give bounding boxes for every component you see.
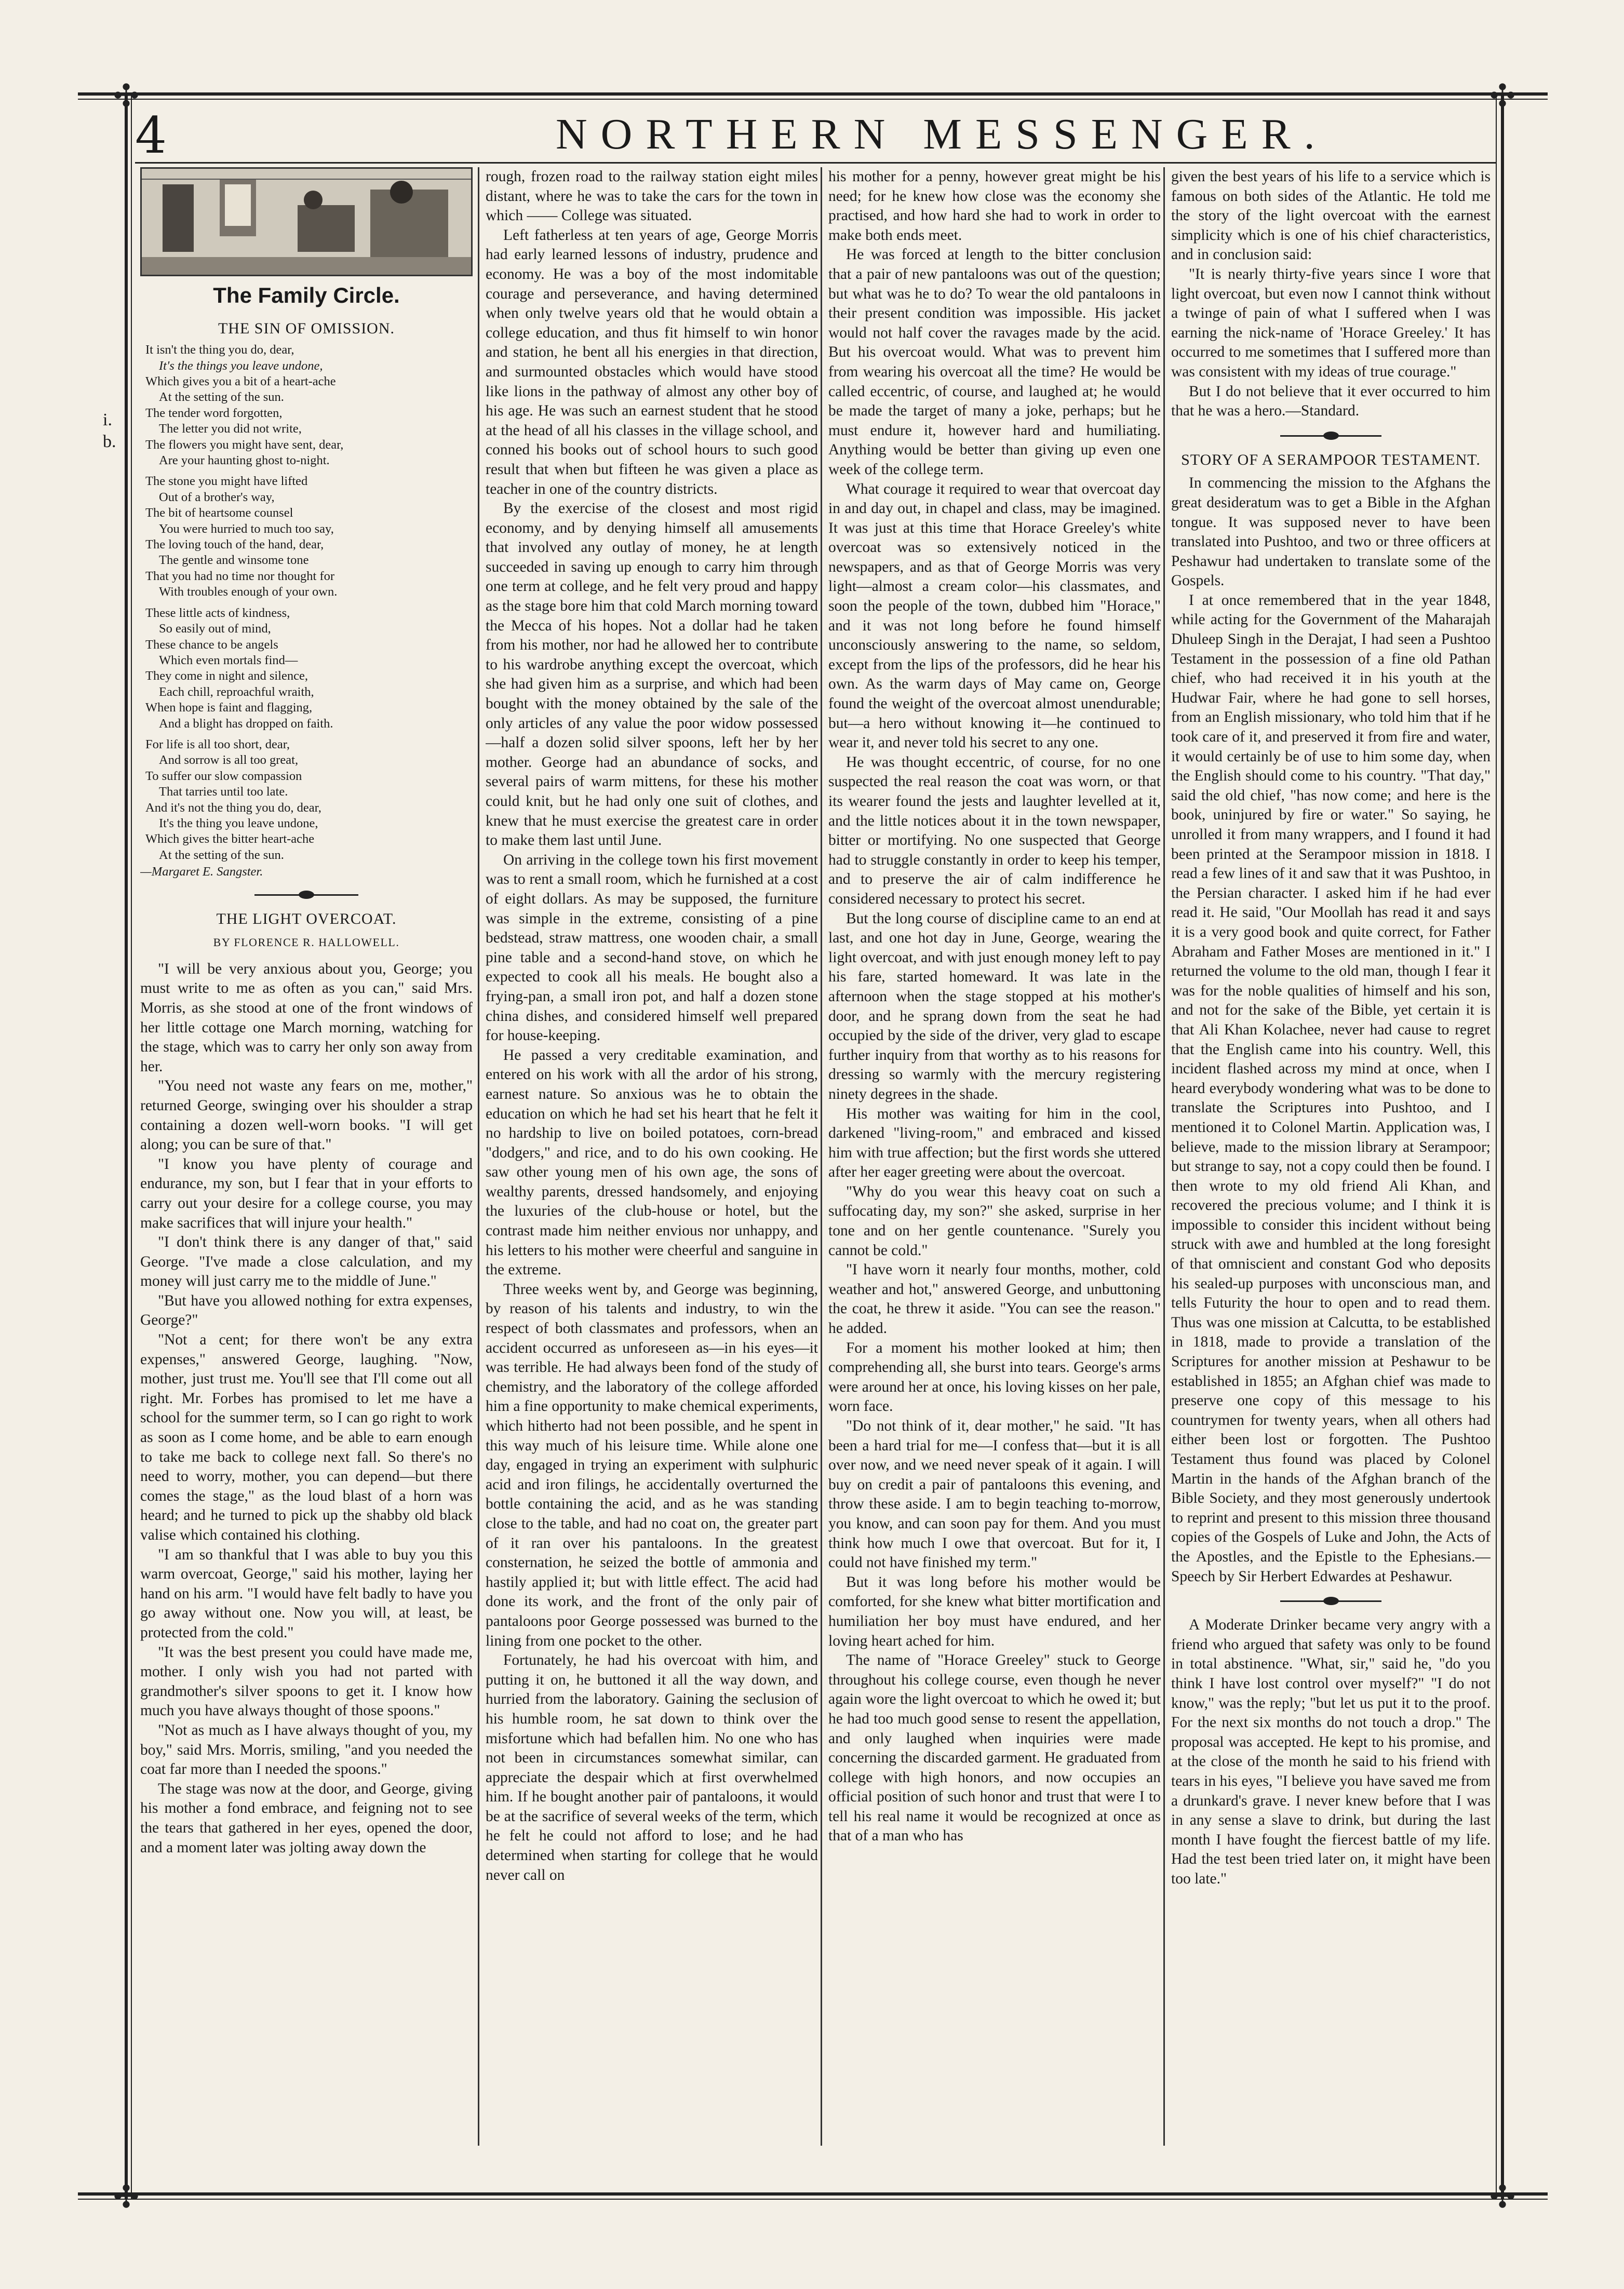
- column-4: [1171, 167, 1491, 2187]
- poem-line: And sorrow is all too great,: [159, 753, 299, 768]
- poem-line: At the setting of the sun.: [159, 847, 284, 862]
- poem-line: You were hurried to much too say,: [159, 521, 334, 536]
- left-border-rule: [125, 92, 128, 2200]
- top-border-rule: [78, 92, 1548, 96]
- poem-line: To suffer our slow compassion: [145, 769, 302, 783]
- paragraph: For a moment his mother looked at him; then comprehending all, she burst into tears. George's arms were around her at once, his loving kisses on her pale, worn face.: [828, 1339, 1161, 1415]
- poem-line: These chance to be angels: [145, 637, 278, 652]
- paragraph: He was forced at length to the bitter conclusion that a pair of new pantaloons was out of the question; but what was he to do? To wear the old pantaloons in their present condition was impossible. His jacket would not half cover the ravages made by the acid. But his overcoat would. What was to prevent him from wearing his overcoat all the time? He would be called eccentric, of course, and laughed at; he would be made the target of many a joke, perhaps; but he must endure it, however hard and humiliating. Anything would be better than giving up even one week of the college term.: [828, 246, 1161, 478]
- poem-line: Which even mortals find—: [159, 653, 298, 667]
- paragraph: "You need not waste any fears on me, mother," returned George, swinging over his shoulder a strap containing a dozen well-worn books. "I will get along; you can be sure of that.": [140, 1078, 473, 1153]
- story-title: THE LIGHT OVERCOAT.: [216, 910, 397, 927]
- section-divider: [1171, 1596, 1491, 1606]
- paragraph: "I have worn it nearly four months, mother, cold weather and hot," answered George, and unbuttoning the coat, he threw it aside. "You can see the reason." he added.: [828, 1261, 1161, 1337]
- page-header: [135, 106, 1491, 165]
- left-border-rule-inner: [131, 92, 132, 2200]
- poem-stanza-2: [140, 474, 473, 600]
- poem-line: Are your haunting ghost to-night.: [159, 453, 330, 468]
- page-number: 4: [135, 106, 167, 165]
- paragraph: The stage was now at the door, and George, giving his mother a fond embrace, and feigning not to see the tears that gathered in her eyes, opened the door, and a moment later was jolting away down the: [140, 1780, 473, 1856]
- poem-line: They come in night and silence,: [145, 669, 308, 683]
- paragraph: "But have you allowed nothing for extra expenses, George?": [140, 1292, 473, 1329]
- paragraph: He passed a very creditable examination, and entered on his work with all the ardor of his strong, earnest nature. So anxious was he to obtain the education on which he had set his heart that he felt it no hardship to live on boiled potatoes, corn-bread "dodgers," and rice, and to do his own cooking. He saw other young men of his own age, the sons of wealthy parents, dressed handsomely, and enjoying the luxuries of the club-house or hotel, but the contrast made him neither envious nor unhappy, and his letters to his mother were cheerful and sanguine in the extreme.: [486, 1046, 818, 1278]
- right-border-rule-inner: [1496, 92, 1497, 2200]
- poem-line: Which gives the bitter heart-ache: [145, 832, 315, 846]
- column-divider-3: [1163, 167, 1165, 2146]
- section-divider: [1171, 430, 1491, 441]
- paragraph: "Not a cent; for there won't be any extra expenses," answered George, laughing. "Now, mother, just trust me. You'll see that I'll come out all right. Mr. Forbes has promised to let me have a school for the summer term, so I can go right to work as soon as I come home, and be able to earn enough to take me back to college next fall. So there's no need to worry, mother, you can depend—but there comes the stage," as the loud blast of a horn was heard; and he turned to pick up the shabby old black valise which contained his clothing.: [140, 1331, 473, 1543]
- poem-line: Out of a brother's way,: [159, 490, 275, 504]
- corner-ornament-top-left: ✣: [113, 78, 140, 114]
- paragraph: "Do not think of it, dear mother," he said. "It has been a hard trial for me—I confess that—but it is all over now, and we need never speak of it again. I will buy on credit a pair of pantaloons this evening, and throw these aside. I am to begin teaching to-morrow, you know, and can soon pay for them. And you must think how much I owe that overcoat. But for it, I could not have finished my term.": [828, 1418, 1161, 1571]
- poem-line: The bit of heartsome counsel: [145, 506, 293, 520]
- paragraph: Three weeks went by, and George was beginning, by reason of his talents and industry, to win the respect of both classmates and professors, when an accident occurred as unforeseen as—in his eyes—it was terrible. He had always been fond of the study of chemistry, and the laboratory of the college afforded him a fine opportunity to make chemical experiments, which hitherto had not been possible, and he spent in this way much of his leisure time. While alone one day, engaged in trying an experiment with sulphuric acid and iron filings, he accidentally overturned the bottle containing the acid, and as he was standing close to the table, and had no coat on, the greater part of it ran over his pantaloons. In the greatest consternation, he seized the bottle of ammonia and hastily applied it; but with little effect. The acid had done its work, and the front of the only pair of pantaloons poor George possessed was burned to the lining from one pocket to the other.: [486, 1281, 818, 1649]
- poem-stanza-4: [140, 737, 473, 863]
- poem-line: The tender word forgotten,: [145, 406, 283, 420]
- paragraph: rough, frozen road to the railway station eight miles distant, where he was to take the cars for the town in which —— College was situated.: [486, 168, 818, 224]
- story2-title: STORY OF A SERAMPOOR TESTAMENT.: [1181, 451, 1481, 468]
- paragraph: But I do not believe that it ever occurred to him that he was a hero.—Standard.: [1171, 383, 1491, 420]
- paragraph: I at once remembered that in the year 1848, while acting for the Government of the Maharajah Dhuleep Singh in the Derajat, I had seen a Pushtoo Testament in the possession of a fine old Pathan chief, who had received it in his youth at the Hudwar Fair, where he had gone to sell horses, from an English missionary, who told him that if he took care of it, and preserved it from fire and water, it would certainly be of use to him some day, when the English should come to his country. "That day," said the old chief, "has now come; and here is the book, uninjured by fire or water." So saying, he unrolled it from many wrappers, and I found it had been printed at the Serampoor mission in 1818. I read a few lines of it and saw that it was Pushtoo, in the Persian character. I asked him if he had ever read it. He said, "Our Moollah has read it and says it is a very good book and quite correct, for Father Abraham and Father Moses are mentioned in it." I returned the volume to the old man, though I fear it was for the noble qualities of himself and his son, and not for the sake of the Bible, yet certain it is that Ali Khan Kolachee, never had cause to regret that the English came into his country. Well, this incident flashed across my mind at once, when I heard everybody wondering what was to be done to translate the Scriptures into Pushtoo, and I mentioned it to Colonel Martin. Application was, I believe, made to the mission library at Serampoor; but strange to say, not a copy could then be found. I then wrote to my old friend Ali Khan, and recovered the precious volume; and I think it is impossible to consider this incident without being struck with awe and humbled at the long foresight of that omniscient and constant God who deposits his sealed-up purposes with unconscious man, and tells Futurity the hour to open and to read them. Thus was one mission at Calcutta, to be established in 1818, made to provide a translation of the Scriptures for another mission at Peshawur to be established in 1855; an Afghan chief was made to preserve one copy of this message to his countrymen for twenty years, when all others had either been lost or forgotten. The Pushtoo Testament thus found was placed by Colonel Martin in the hands of the Afghan branch of the Bible Society, and they most generously undertook to reprint and present to this mission three thousand copies of the Gospels of Luke and John, the Acts of the Apostles, and the Epistle to the Ephesians.—Speech by Sir Herbert Edwardes at Peshawur.: [1171, 591, 1491, 1585]
- paragraph: "Why do you wear this heavy coat on such a suffocating day, my son?" she asked, surprise in her tone and on her gentle countenance. "Surely you cannot be cold.": [828, 1183, 1161, 1259]
- engraving-image: [142, 169, 471, 275]
- corner-ornament-bottom-right: ✣: [1489, 2179, 1516, 2215]
- paragraph: The name of "Horace Greeley" stuck to George throughout his college course, even though he never again wore the light overcoat to which he owed it; but he had too much good sense to resent the appellation, and only laughed when inquiries were made concerning the discarded garment. He graduated from college with high honors, and now occupies an official position of such honor and trust that were I to tell his real name it would be recognized at once as that of a man who has: [828, 1652, 1161, 1844]
- story-byline: BY FLORENCE R. HALLOWELL.: [213, 936, 400, 949]
- poem-line: Each chill, reproachful wraith,: [159, 684, 314, 699]
- poem-line: The flowers you might have sent, dear,: [145, 437, 344, 452]
- paragraph: given the best years of his life to a service which is famous on both sides of the Atlantic. He told me the story of the light overcoat with the earnest simplicity which is one of his chief characteristics, and in conclusion said:: [1171, 168, 1491, 263]
- poem-line: Which gives you a bit of a heart-ache: [145, 374, 336, 388]
- poem-line: With troubles enough of your own.: [159, 585, 338, 599]
- poem-line: And a blight has dropped on faith.: [159, 716, 333, 731]
- paragraph: his mother for a penny, however great might be his need; for he knew how close was the economy she practised, and how hard she had to work in order to make both ends meet.: [828, 168, 1161, 244]
- paragraph: What courage it required to wear that overcoat day in and day out, in chapel and class, may be imagined. It was just at this time that Horace Greeley's white overcoat was so extensively noticed in the newspapers, and as that of George Morris was very light—almost a cream color—his classmates, and soon the people of the town, dubbed him "Horace," and it was not long before he found himself unconsciously answering to the name, so seldom, except from the lips of the professors, did he hear his own. As the warm days of May came on, George found the weight of the overcoat almost unendurable; but—a hero without knowing it—he continued to wear it, and never told his secret to any one.: [828, 480, 1161, 751]
- paragraph: But it was long before his mother would be comforted, for she knew what bitter mortification and humiliation her boy must have endured, and her loving heart ached for him.: [828, 1573, 1161, 1649]
- paragraph: "I am so thankful that I was able to buy you this warm overcoat, George," said his mother, laying her hand on his arm. "I would have felt badly to have you go away without one. Now you will, at least, be protected from the cold.": [140, 1546, 473, 1641]
- poem-line: The gentle and winsome tone: [159, 553, 309, 568]
- poem-line: When hope is faint and flagging,: [145, 701, 313, 715]
- poem-line: The letter you did not write,: [159, 422, 302, 436]
- margin-mark-2: b.: [103, 432, 116, 451]
- poem-line: It's the things you leave undone,: [159, 358, 323, 373]
- section-divider: [140, 890, 473, 900]
- poem-line: It's the thing you leave undone,: [159, 816, 318, 830]
- corner-ornament-top-right: ✣: [1489, 78, 1516, 114]
- poem-line: These little acts of kindness,: [145, 605, 290, 620]
- poem-line: At the setting of the sun.: [159, 390, 284, 405]
- poem-line: It isn't the thing you do, dear,: [145, 343, 294, 357]
- right-border-rule: [1501, 92, 1504, 2200]
- column-divider-1: [478, 167, 479, 2146]
- paragraph: "I will be very anxious about you, George; you must write to me as often as you can," said Mrs. Morris, as she stood at one of the front windows of her little cottage one March morning, watching for the stage, which was to carry her only son away from her.: [140, 960, 473, 1075]
- paragraph: Fortunately, he had his overcoat with him, and putting it on, he buttoned it all the way down, and hurried from the laboratory. Gaining the seclusion of his humble room, he sat down to think over the misfortune which had befallen him. No one who has not been in circumstances somewhat similar, can appreciate the despair which at first overwhelmed him. If he bought another pair of pantaloons, it would be at the sacrifice of several weeks of the term, which he felt he could not afford to lose; and he had determined when starting for college that he would never call on: [486, 1652, 818, 1883]
- top-border-rule-inner: [78, 99, 1548, 100]
- column-1: [140, 167, 473, 2187]
- paragraph: "I know you have plenty of courage and endurance, my son, but I fear that in your efforts to carry out your desire for a college course, you may make sacrifices that will injure your health.": [140, 1155, 473, 1231]
- poem-line: For life is all too short, dear,: [145, 737, 290, 751]
- family-circle-illustration: [140, 167, 473, 276]
- poem-title: THE SIN OF OMISSION.: [218, 319, 395, 337]
- paragraph: "It was the best present you could have made me, mother. I only wish you had not parted with grandmother's silver spoons to get it. I know how much you have always thought of those spoons.": [140, 1644, 473, 1719]
- masthead-title: NORTHERN MESSENGER.: [556, 110, 1328, 158]
- column-divider-2: [821, 167, 822, 2146]
- paragraph: "Not as much as I have always thought of you, my boy," said Mrs. Morris, smiling, "and you needed the coat far more than I needed the spoons.": [140, 1721, 473, 1778]
- paragraph: Left fatherless at ten years of age, George Morris had early learned lessons of industry, prudence and economy. He was a boy of the most indomitable courage and perseverance, and having determined when only twelve years old that he would obtain a college education, and thus fit himself to win honor and station, he bent all his energies in that direction, and surmounted obstacles which would have stood like lions in the pathway of almost any other boy of his age. He was such an earnest student that he stood at the head of all his classes in the village school, and conned his books out of school hours to such good result that when but fifteen he was given a place as teacher in one of the country districts.: [486, 226, 818, 497]
- paragraph: On arriving in the college town his first movement was to rent a small room, which he furnished at a cost of eight dollars. As may be supposed, the furniture was simple in the extreme, consisting of a pine bedstead, straw mattress, one wooden chair, a small pine table and a second-hand stove, on which he expected to cook all his meals. He bought also a frying-pan, a small iron pot, and half a dozen stone china dishes, and considered himself well prepared for house-keeping.: [486, 851, 818, 1044]
- story-text-col1: [140, 960, 473, 1857]
- paragraph: A Moderate Drinker became very angry with a friend who argued that safety was only to be found in total abstinence. "What, sir," said he, "do you think I have lost control over myself?" "I do not know," was the reply; "but let us put it to the proof. For the next six months do not touch a drop." The proposal was accepted. He kept to his promise, and at the close of the month he said to his friend with tears in his eyes, "I believe you have saved me from a drunkard's grave. I never knew before that I was in any sense a slave to drink, but during the last month I have fought the fiercest battle of my life. Had the test been tried later on, it might have been too late.": [1171, 1617, 1491, 1887]
- paragraph: "I don't think there is any danger of that," said George. "I've made a close calculation, and my money will just carry me to the middle of June.": [140, 1234, 473, 1290]
- poem-line: And it's not the thing you do, dear,: [145, 800, 321, 815]
- bottom-border-rule-inner: [78, 2199, 1548, 2200]
- column-2: [486, 167, 818, 2187]
- paragraph: In commencing the mission to the Afghans the great desideratum was to get a Bible in the Afghan tongue. It was supposed never to have been translated into Pushtoo, and two or three officers at Peshawur had undertaken to translate some of the Gospels.: [1171, 475, 1491, 589]
- poem-line: That tarries until too late.: [159, 785, 288, 799]
- paragraph: By the exercise of the closest and most rigid economy, and by denying himself all amusements that involved any outlay of money, he at length succeeded in saving up enough to carry him through one term at college, and he felt very proud and happy as the stage bore him that cold March morning toward the Mecca of his hopes. Not a dollar had he taken from his mother, nor had he allowed her to contribute to his wardrobe anything except the overcoat, which she had given him as a surprise, and which had been bought with the money obtained by the sale of the only articles of any value the poor widow possessed—half a dozen solid silver spoons, left her by her mother. George had an abundance of socks, and several pairs of warm mittens, for these his mother could knit, but he had only one suit of clothes, and knew that he must exercise the greatest care in order to make them last until June.: [486, 500, 818, 849]
- poem-line: That you had no time nor thought for: [145, 569, 335, 583]
- paragraph: His mother was waiting for him in the cool, darkened "living-room," and embraced and kissed him with true affection; but the first words she uttered after her eager greeting were about the overcoat.: [828, 1105, 1161, 1181]
- poem-line: The stone you might have lifted: [145, 474, 308, 489]
- poem-stanza-1: [140, 342, 473, 468]
- margin-mark-1: i.: [103, 410, 112, 429]
- poem-body: [140, 342, 473, 880]
- paragraph: He was thought eccentric, of course, for no one suspected the real reason the coat was worn, or that its wearer found the jests and laughter levelled at it, and the little notices about it in the town newspaper, bitter or mortifying. No one suspected that George had to struggle constantly in order to keep his temper, and to preserve the air of calm indifference he considered necessary to protect his secret.: [828, 753, 1161, 907]
- section-heading: The Family Circle.: [213, 283, 400, 307]
- poem-line: So easily out of mind,: [159, 622, 271, 636]
- paragraph: But the long course of discipline came to an end at last, and one hot day in June, George, wearing the light overcoat, and with just enough money left to pay his fare, started homeward. It was late in the afternoon when the stage stopped at his mother's door, and he sprang down from the seat he had occupied by the side of the driver, very glad to escape further inquiry from that worthy as to his reasons for dressing so warmly with the mercury registering ninety degrees in the shade.: [828, 910, 1161, 1102]
- bottom-border-rule: [78, 2192, 1548, 2196]
- column-3: [828, 167, 1161, 2187]
- poem-attribution: —Margaret E. Sangster.: [140, 865, 263, 879]
- corner-ornament-bottom-left: ✣: [113, 2179, 140, 2215]
- poem-line: The loving touch of the hand, dear,: [145, 537, 324, 552]
- paragraph: "It is nearly thirty-five years since I wore that light overcoat, but even now I cannot think without a twinge of pain of what I suffered when I was earning the nick-name of 'Horace Greeley.' It has occurred to me sometimes that I suffered more than was consistent with my ideas of true courage.": [1171, 265, 1491, 380]
- poem-stanza-3: [140, 605, 473, 732]
